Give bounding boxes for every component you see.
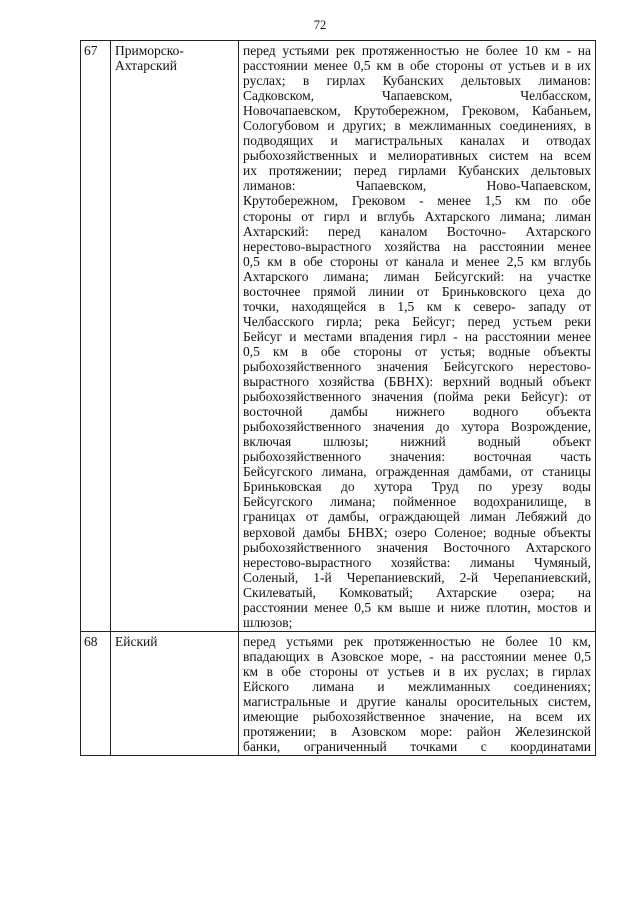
description-line: границах от дамбы, ограждающей лиман Лебяжий до — [243, 509, 591, 525]
description-line: Бейсугского лимана; пойменное водохранилище, в — [243, 494, 591, 510]
description-line: Ахтарского лимана; лиман Бейсугский: на участке — [243, 268, 591, 284]
description-line: магистральные и другие каналы оросительных систем, — [243, 694, 591, 710]
description-line: рыбохозяйственного значения Восточного Ахтарского — [243, 539, 591, 555]
description-line: восточной дамбы нижнего водного объекта — [243, 404, 591, 420]
description-line: Бейсугского лимана, огражденная дамбами, от станицы — [243, 464, 591, 480]
description-line: лиманов: Чапаевском, Ново-Чапаевском, — [243, 178, 591, 194]
table-row — [81, 41, 596, 632]
description-line: руслах; в гирлах Кубанских дельтовых лиманов: — [243, 73, 591, 89]
description-line: 0,5 км в обе стороны от канала и менее 2,5 км вглубь — [243, 253, 591, 269]
description-line: впадающих в Азовское море, - на расстоянии менее 0,5 — [243, 648, 591, 664]
row-number: 68 — [81, 631, 111, 755]
description-line: рыбохозяйственного значения Бейсугского нерестово- — [243, 358, 591, 374]
description-line: вырастного хозяйства (БВНХ): верхний водный объект — [243, 374, 591, 390]
description-line: перед устьями рек протяженностью не более 10 км, — [243, 633, 591, 649]
restriction-description — [239, 41, 596, 632]
restriction-description — [239, 631, 596, 755]
description-line: подводящих и магистральных каналах и отводах — [243, 133, 591, 149]
description-line: стороны от гирл и вглубь Ахтарского лимана; лиман — [243, 208, 591, 224]
page-number: 72 — [313, 18, 327, 32]
description-line: Ахтарский: перед каналом Восточно- Ахтарского — [243, 223, 591, 239]
description-line: рыбохозяйственного значения: восточная часть — [243, 449, 591, 465]
description-line: Садковском, Чапаевском, Челбасском, — [243, 88, 591, 104]
description-line: включая шлюзы; нижний водный объект — [243, 434, 591, 450]
description-line: имеющие рыбохозяйственное значение, на всем их — [243, 709, 591, 725]
description-line: 0,5 км в обе стороны от устья; водные объекты — [243, 343, 591, 359]
district-name-line: Ахтарский — [115, 58, 177, 74]
table-row — [81, 631, 596, 755]
description-line: нерестово-вырастного хозяйства на расстоянии менее — [243, 238, 591, 254]
description-line: Новочапаевском, Крутобережном, Грековом, Кабаньем, — [243, 103, 591, 119]
description-line: рыбохозяйственного значения до хутора Возрождение, — [243, 419, 591, 435]
fishing-restrictions-table — [80, 40, 596, 756]
row-number: 67 — [81, 41, 111, 632]
description-line: Бейсуг и местами впадения гирл - на расстоянии менее — [243, 328, 591, 344]
description-line: перед устьями рек протяженностью не более 10 км - на — [243, 43, 591, 58]
district-name — [111, 41, 239, 632]
description-line: Крутобережном, Грековом - менее 1,5 км по обе — [243, 193, 591, 209]
district-name-line: Приморско- — [115, 43, 184, 58]
description-line: верховой дамбы БНВХ; озеро Соленое; водные объекты — [243, 524, 591, 540]
description-line: шлюзов; — [243, 614, 293, 630]
description-line: расстоянии менее 0,5 км выше и ниже плотин, мостов и — [243, 599, 591, 615]
description-line: рыбохозяйственных и мелиоративных систем на всем — [243, 148, 591, 164]
description-line: рыбохозяйственного значения (пойма реки Бейсуг): от — [243, 389, 591, 405]
description-line: Сологубовом и других; в межлиманных соединениях, в — [243, 118, 591, 134]
description-line: восточнее прямой линии от Бриньковского цеха до — [243, 283, 591, 299]
description-line: точки, находящейся в 1,5 км к северо- западу от — [243, 298, 591, 314]
description-line: их протяжении; перед гирлами Кубанских дельтовых — [243, 163, 591, 179]
district-name-line: Ейский — [115, 633, 158, 649]
description-line: Челбасского гирла; река Бейсуг; перед устьем реки — [243, 313, 591, 329]
district-name — [111, 631, 239, 755]
description-line: км в обе стороны от устьев и в их руслах; в гирлах — [243, 663, 591, 679]
description-line: Ейского лимана и межлиманных соединениях; — [243, 678, 591, 694]
description-line: расстоянии менее 0,5 км в обе стороны от устьев и в их — [243, 58, 591, 74]
description-line: Соленый, 1-й Черепаниевский, 2-й Черепаниевский, — [243, 569, 591, 585]
description-line: Бриньковская до хутора Труд по урезу воды — [243, 479, 591, 495]
description-line: банки, ограниченный точками с координатами — [243, 739, 591, 755]
description-line: протяжении; в Азовском море: район Железинской — [243, 724, 591, 740]
description-line: нерестово-вырастного хозяйства: лиманы Чумяный, — [243, 554, 591, 570]
description-line: Скилеватый, Комковатый; Ахтарские озера; на — [243, 584, 591, 600]
